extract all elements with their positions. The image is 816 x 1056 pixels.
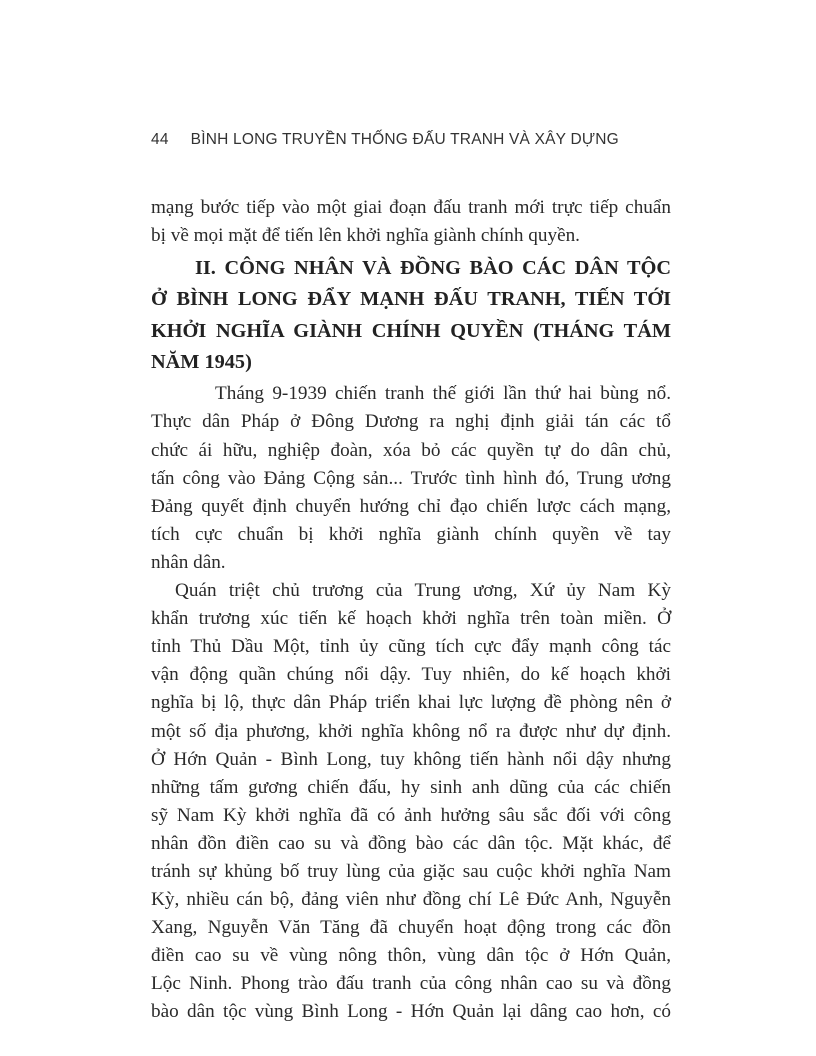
p2-line-14: điền cao su về vùng nông thôn, vùng dân tộc ở Hớn Quản,: [151, 945, 671, 967]
p2-line-4: vận động quần chúng nổi dậy. Tuy nhiên, do kế hoạch khởi: [151, 664, 671, 686]
heading-line-3: KHỞI NGHĨA GIÀNH CHÍNH QUYỀN (THÁNG TÁM: [151, 319, 671, 342]
p1-line-1: Tháng 9-1939 chiến tranh thế giới lần thứ hai bùng nổ.: [215, 383, 671, 405]
p1-line-7: nhân dân.: [151, 551, 226, 573]
p2-line-6: một số địa phương, khởi nghĩa không nổ ra được như dự định.: [151, 720, 671, 742]
paragraph-2: [151, 577, 671, 1027]
p1-line-3: chức ái hữu, nghiệp đoàn, xóa bỏ các quyền tự do dân chủ,: [151, 439, 671, 461]
p1-line-5: Đảng quyết định chuyển hướng chỉ đạo chiến lược cách mạng,: [151, 495, 671, 517]
heading-line-4: NĂM 1945): [151, 351, 252, 374]
p1-line-4: tấn công vào Đảng Cộng sản... Trước tình hình đó, Trung ương: [151, 467, 671, 489]
running-title: BÌNH LONG TRUYỀN THỐNG ĐẤU TRANH VÀ XÂY DỰNG: [190, 131, 619, 148]
p2-line-5: nghĩa bị lộ, thực dân Pháp triển khai lực lượng đề phòng nên ở: [151, 692, 671, 714]
p1-line-2: Thực dân Pháp ở Đông Dương ra nghị định giải tán các tổ: [151, 411, 671, 433]
p2-line-3: tỉnh Thủ Dầu Một, tỉnh ủy cũng tích cực đẩy mạnh công tác: [151, 636, 671, 658]
intro-line-2: bị về mọi mặt để tiến lên khởi nghĩa giành chính quyền.: [151, 225, 580, 247]
heading-line-2: Ở BÌNH LONG ĐẨY MẠNH ĐẤU TRANH, TIẾN TỚI: [151, 288, 671, 311]
page-number: 44: [151, 131, 169, 148]
p2-line-9: sỹ Nam Kỳ khởi nghĩa đã có ảnh hưởng sâu sắc đối với công: [151, 804, 671, 826]
p2-line-11: tránh sự khủng bố truy lùng của giặc sau cuộc khởi nghĩa Nam: [151, 860, 671, 882]
p2-line-12: Kỳ, nhiều cán bộ, đảng viên như đồng chí Lê Đức Anh, Nguyễn: [151, 889, 671, 911]
p2-line-13: Xang, Nguyễn Văn Tăng đã chuyển hoạt động trong các đồn: [151, 917, 671, 939]
heading-line-1: II. CÔNG NHÂN VÀ ĐỒNG BÀO CÁC DÂN TỘC: [195, 257, 671, 280]
p2-line-10: nhân đồn điền cao su và đồng bào các dân tộc. Mặt khác, để: [151, 832, 671, 854]
body-text: [151, 194, 671, 1027]
p2-line-8: những tấm gương chiến đấu, hy sinh anh dũng của các chiến: [151, 776, 671, 798]
p2-line-16: bào dân tộc vùng Bình Long - Hớn Quản lại dâng cao hơn, có: [151, 1001, 671, 1023]
p2-line-7: Ở Hớn Quản - Bình Long, tuy không tiến hành nổi dậy nhưng: [151, 748, 671, 770]
running-header: [151, 131, 671, 149]
section-heading: [151, 253, 671, 378]
intro-line-1: mạng bước tiếp vào một giai đoạn đấu tranh mới trực tiếp chuẩn: [151, 197, 671, 218]
p1-line-6: tích cực chuẩn bị khởi nghĩa giành chính quyền về tay: [151, 523, 671, 545]
paragraph-1: [151, 380, 671, 577]
p2-line-15: Lộc Ninh. Phong trào đấu tranh của công nhân cao su và đồng: [151, 973, 671, 995]
p2-line-1: Quán triệt chủ trương của Trung ương, Xứ ủy Nam Kỳ: [175, 580, 671, 602]
p2-line-2: khẩn trương xúc tiến kế hoạch khởi nghĩa trên toàn miền. Ở: [151, 608, 671, 630]
